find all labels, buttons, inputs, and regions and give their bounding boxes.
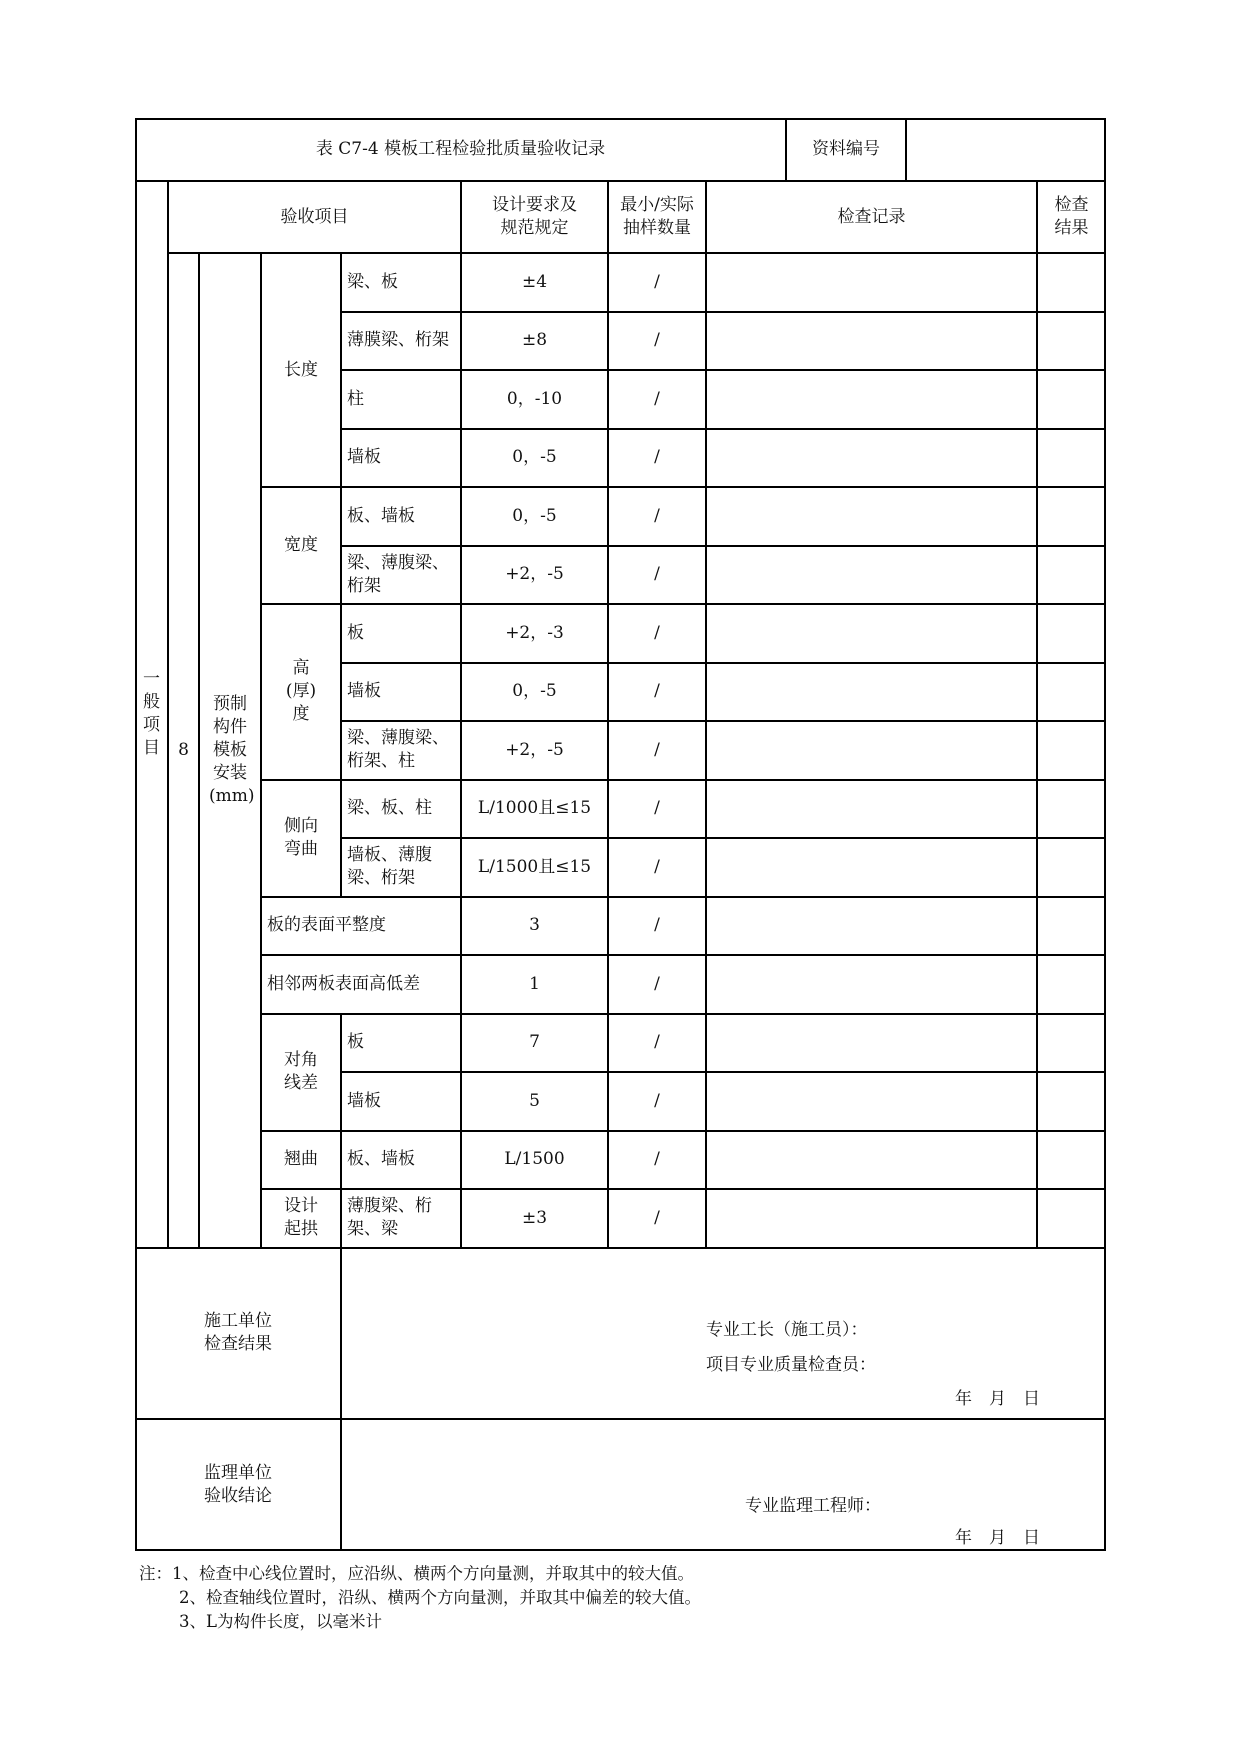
note-line-2: 2、检查轴线位置时，沿纵、横两个方向量测，并取其中偏差的较大值。 bbox=[179, 1587, 701, 1607]
check-result-field[interactable] bbox=[1037, 955, 1106, 1014]
sample-count: / bbox=[608, 780, 706, 839]
supervision-label: 监理单位验收结论 bbox=[135, 1419, 341, 1551]
group-label: 相邻两板表面高低差 bbox=[261, 955, 461, 1014]
group-label: 侧向弯曲 bbox=[261, 780, 341, 897]
check-result-field[interactable] bbox=[1037, 663, 1106, 722]
spec-value: +2，-5 bbox=[461, 721, 608, 780]
check-record-field[interactable] bbox=[706, 546, 1037, 605]
col-header-record: 检查记录 bbox=[706, 181, 1037, 253]
check-record-field[interactable] bbox=[706, 955, 1037, 1014]
spec-value: 0，-5 bbox=[461, 429, 608, 488]
sub-item-label: 柱 bbox=[341, 370, 461, 429]
spec-value: L/1500且≤15 bbox=[461, 838, 608, 897]
sub-item-label: 墙板、薄腹梁、桁架 bbox=[341, 838, 461, 897]
check-result-field[interactable] bbox=[1037, 897, 1106, 956]
sub-item-label: 墙板 bbox=[341, 663, 461, 722]
check-record-field[interactable] bbox=[706, 780, 1037, 839]
sub-item-label: 板、墙板 bbox=[341, 487, 461, 546]
note-line-3: 3、L为构件长度，以毫米计 bbox=[179, 1611, 382, 1631]
check-result-field[interactable] bbox=[1037, 370, 1106, 429]
item-name: 预制构件模板安装(mm) bbox=[199, 253, 261, 1248]
check-record-field[interactable] bbox=[706, 253, 1037, 312]
check-record-field[interactable] bbox=[706, 721, 1037, 780]
check-result-field[interactable] bbox=[1037, 721, 1106, 780]
spec-value: L/1000且≤15 bbox=[461, 780, 608, 839]
check-result-field[interactable] bbox=[1037, 253, 1106, 312]
check-result-field[interactable] bbox=[1037, 604, 1106, 663]
sample-count: / bbox=[608, 604, 706, 663]
sample-count: / bbox=[608, 1189, 706, 1248]
sub-item-label: 薄腹梁、桁架、梁 bbox=[341, 1189, 461, 1248]
foreman-signature-label: 专业工长（施工员）： bbox=[706, 1319, 868, 1340]
col-header-item: 验收项目 bbox=[168, 181, 461, 253]
supervision-date: 年 月 日 bbox=[955, 1527, 1040, 1548]
spec-value: 3 bbox=[461, 897, 608, 956]
spec-value: 0，-5 bbox=[461, 663, 608, 722]
sample-count: / bbox=[608, 955, 706, 1014]
construction-date: 年 月 日 bbox=[955, 1388, 1040, 1409]
note-line-1: 注：1、检查中心线位置时，应沿纵、横两个方向量测，并取其中的较大值。 bbox=[139, 1563, 694, 1583]
sub-item-label: 墙板 bbox=[341, 429, 461, 488]
group-label: 设计起拱 bbox=[261, 1189, 341, 1248]
check-result-field[interactable] bbox=[1037, 546, 1106, 605]
spec-value: +2，-3 bbox=[461, 604, 608, 663]
check-record-field[interactable] bbox=[706, 1189, 1037, 1248]
check-result-field[interactable] bbox=[1037, 312, 1106, 371]
sample-count: / bbox=[608, 721, 706, 780]
form-title: 表 C7-4 模板工程检验批质量验收记录 bbox=[135, 118, 786, 181]
sample-count: / bbox=[608, 546, 706, 605]
construction-label: 施工单位检查结果 bbox=[135, 1248, 341, 1419]
check-record-field[interactable] bbox=[706, 604, 1037, 663]
sub-item-label: 梁、薄腹梁、桁架、柱 bbox=[341, 721, 461, 780]
sub-item-label: 板 bbox=[341, 604, 461, 663]
group-label: 宽度 bbox=[261, 487, 341, 604]
sample-count: / bbox=[608, 663, 706, 722]
check-record-field[interactable] bbox=[706, 1072, 1037, 1131]
check-record-field[interactable] bbox=[706, 1014, 1037, 1073]
sample-count: / bbox=[608, 487, 706, 546]
check-result-field[interactable] bbox=[1037, 1014, 1106, 1073]
col-header-sample: 最小/实际抽样数量 bbox=[608, 181, 706, 253]
spec-value: 1 bbox=[461, 955, 608, 1014]
check-record-field[interactable] bbox=[706, 1131, 1037, 1190]
sub-item-label: 板 bbox=[341, 1014, 461, 1073]
group-label: 翘曲 bbox=[261, 1131, 341, 1190]
spec-value: ±8 bbox=[461, 312, 608, 371]
doc-number-field[interactable] bbox=[906, 118, 1106, 181]
check-result-field[interactable] bbox=[1037, 780, 1106, 839]
check-record-field[interactable] bbox=[706, 838, 1037, 897]
spec-value: ±4 bbox=[461, 253, 608, 312]
doc-number-label: 资料编号 bbox=[786, 118, 906, 181]
check-result-field[interactable] bbox=[1037, 1072, 1106, 1131]
check-record-field[interactable] bbox=[706, 370, 1037, 429]
sample-count: / bbox=[608, 429, 706, 488]
sub-item-label: 梁、板、柱 bbox=[341, 780, 461, 839]
group-label: 高(厚)度 bbox=[261, 604, 341, 780]
inspector-signature-label: 项目专业质量检查员： bbox=[706, 1354, 876, 1375]
col-header-spec: 设计要求及规范规定 bbox=[461, 181, 608, 253]
group-label: 对角线差 bbox=[261, 1014, 341, 1131]
sample-count: / bbox=[608, 1072, 706, 1131]
sample-count: / bbox=[608, 838, 706, 897]
check-record-field[interactable] bbox=[706, 897, 1037, 956]
sub-item-label: 梁、板 bbox=[341, 253, 461, 312]
check-record-field[interactable] bbox=[706, 663, 1037, 722]
sample-count: / bbox=[608, 897, 706, 956]
spec-value: 0，-10 bbox=[461, 370, 608, 429]
sub-item-label: 梁、薄腹梁、桁架 bbox=[341, 546, 461, 605]
sample-count: / bbox=[608, 370, 706, 429]
sample-count: / bbox=[608, 1014, 706, 1073]
spec-value: 0，-5 bbox=[461, 487, 608, 546]
spec-value: 7 bbox=[461, 1014, 608, 1073]
spec-value: +2，-5 bbox=[461, 546, 608, 605]
check-result-field[interactable] bbox=[1037, 429, 1106, 488]
spec-value: 5 bbox=[461, 1072, 608, 1131]
item-index: 8 bbox=[168, 253, 199, 1248]
group-label: 板的表面平整度 bbox=[261, 897, 461, 956]
spec-value: ±3 bbox=[461, 1189, 608, 1248]
check-result-field[interactable] bbox=[1037, 838, 1106, 897]
check-record-field[interactable] bbox=[706, 429, 1037, 488]
sample-count: / bbox=[608, 312, 706, 371]
sub-item-label: 薄膜梁、桁架 bbox=[341, 312, 461, 371]
check-record-field[interactable] bbox=[706, 487, 1037, 546]
section-label-general: 一般项目 bbox=[135, 181, 168, 1248]
sub-item-label: 板、墙板 bbox=[341, 1131, 461, 1190]
check-result-field[interactable] bbox=[1037, 1189, 1106, 1248]
check-record-field[interactable] bbox=[706, 312, 1037, 371]
engineer-signature-label: 专业监理工程师： bbox=[745, 1495, 881, 1516]
group-label: 长度 bbox=[261, 253, 341, 487]
sample-count: / bbox=[608, 1131, 706, 1190]
sample-count: / bbox=[608, 253, 706, 312]
spec-value: L/1500 bbox=[461, 1131, 608, 1190]
col-header-result: 检查结果 bbox=[1037, 181, 1106, 253]
check-result-field[interactable] bbox=[1037, 1131, 1106, 1190]
check-result-field[interactable] bbox=[1037, 487, 1106, 546]
sub-item-label: 墙板 bbox=[341, 1072, 461, 1131]
